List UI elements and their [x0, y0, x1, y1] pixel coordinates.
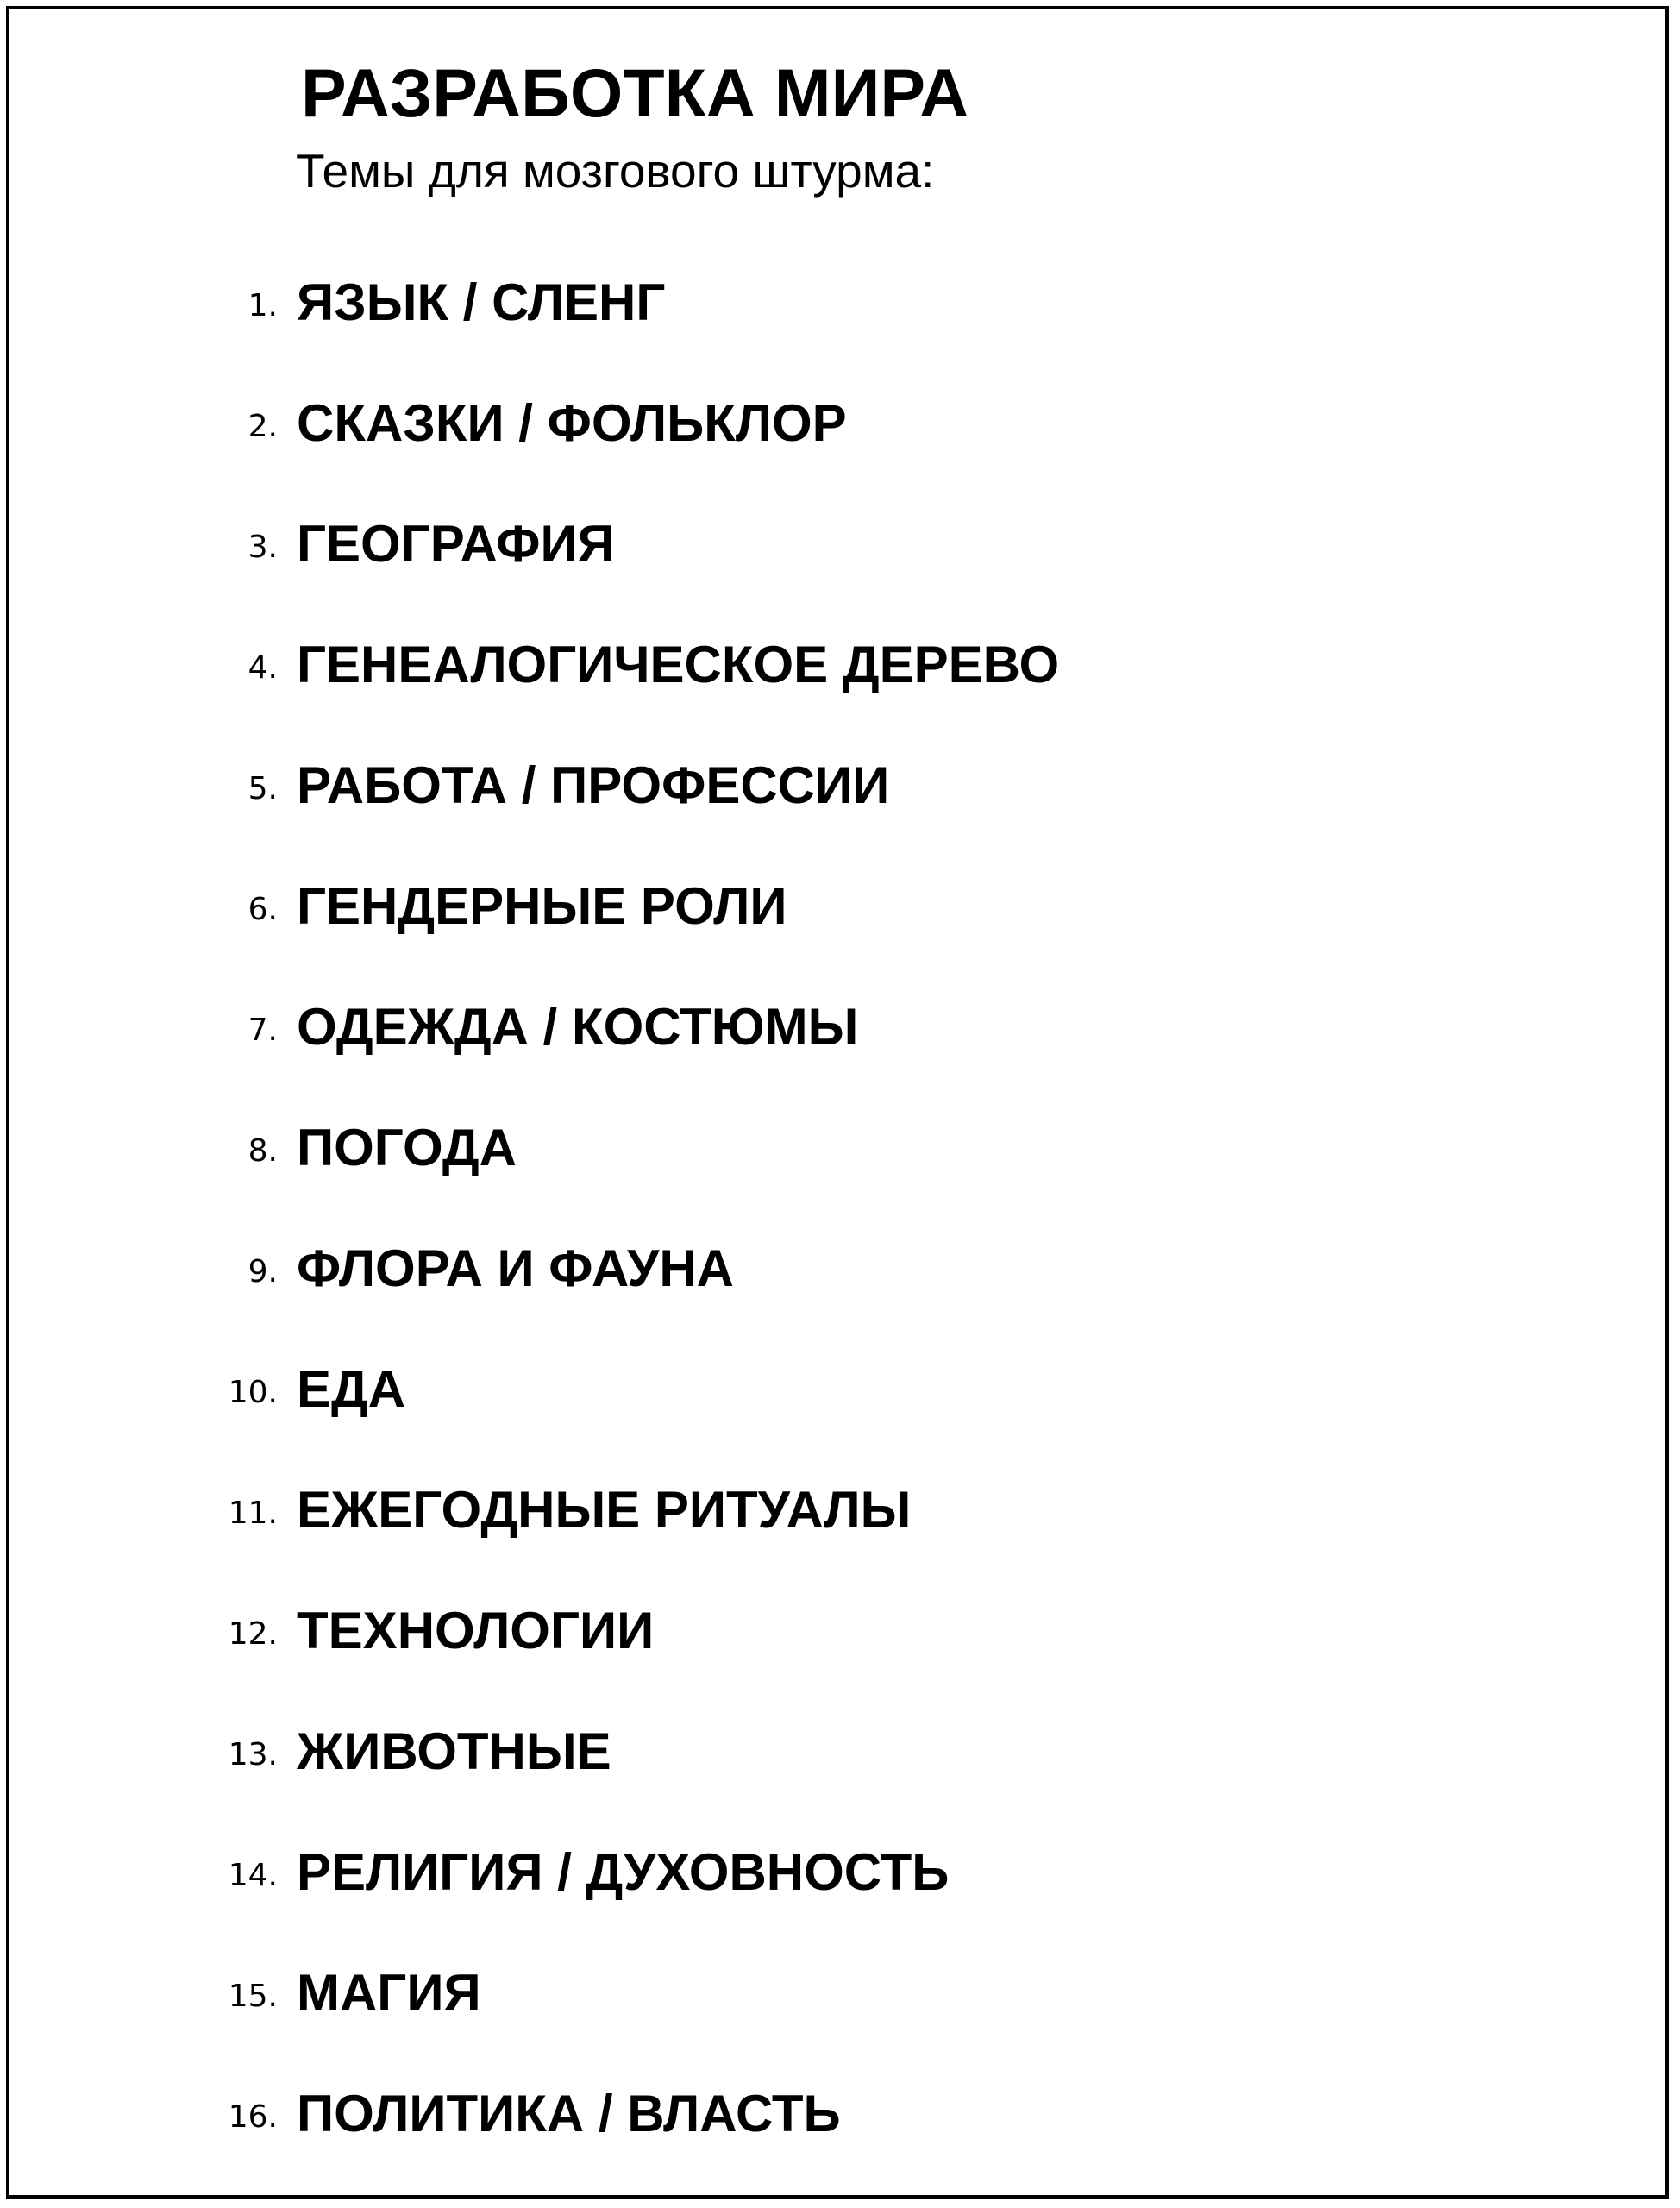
- list-item: [0, 371, 1639, 492]
- topic-list: [0, 250, 1639, 2182]
- list-item-label: ОДЕЖДА / КОСТЮМЫ: [297, 998, 859, 1056]
- list-item-number: 11.: [228, 1496, 278, 1531]
- list-item-label: ТЕХНОЛОГИИ: [297, 1602, 655, 1659]
- list-item-number: 1.: [248, 288, 278, 323]
- list-item: [0, 975, 1639, 1095]
- list-item: [0, 1941, 1639, 2061]
- list-item-label: РАБОТА / ПРОФЕССИИ: [297, 756, 890, 814]
- list-item-label: ЕДА: [297, 1360, 406, 1418]
- list-item-label: ГЕНДЕРНЫЕ РОЛИ: [297, 877, 787, 935]
- list-item-label: ФЛОРА И ФАУНА: [297, 1239, 734, 1297]
- list-item: [0, 1458, 1639, 1578]
- list-item-number: 3.: [248, 530, 278, 565]
- list-item-number: 4.: [248, 650, 278, 686]
- list-item-label: СКАЗКИ / ФОЛЬКЛОР: [297, 394, 847, 452]
- list-item-number: 15.: [228, 1979, 278, 2014]
- list-item-number: 7.: [248, 1013, 278, 1048]
- list-item: [0, 1820, 1639, 1941]
- list-item-label: ГЕОГРАФИЯ: [297, 515, 615, 573]
- list-item: [0, 1699, 1639, 1820]
- list-item: [0, 854, 1639, 975]
- list-item-number: 13.: [228, 1737, 278, 1772]
- list-item-label: ЯЗЫК / СЛЕНГ: [297, 273, 666, 331]
- list-item-number: 9.: [248, 1254, 278, 1289]
- page-subtitle: Темы для мозгового штурма:: [296, 144, 935, 198]
- list-item: [0, 612, 1639, 733]
- list-item-label: РЕЛИГИЯ / ДУХОВНОСТЬ: [297, 1843, 950, 1901]
- list-item: [0, 1337, 1639, 1458]
- list-item-number: 6.: [248, 892, 278, 927]
- list-item-number: 16.: [228, 2099, 278, 2135]
- list-item: [0, 250, 1639, 371]
- list-item: [0, 1095, 1639, 1216]
- list-item-label: МАГИЯ: [297, 1964, 481, 2022]
- list-item: [0, 492, 1639, 612]
- list-item-number: 5.: [248, 771, 278, 806]
- list-item-number: 8.: [248, 1133, 278, 1169]
- list-item-label: ГЕНЕАЛОГИЧЕСКОЕ ДЕРЕВО: [297, 636, 1060, 693]
- list-item: [0, 733, 1639, 854]
- list-item: [0, 2061, 1639, 2182]
- list-item: [0, 1578, 1639, 1699]
- list-item-number: 14.: [228, 1858, 278, 1893]
- list-item-number: 12.: [228, 1616, 278, 1652]
- list-item-label: ЖИВОТНЫЕ: [297, 1722, 611, 1780]
- page-title: РАЗРАБОТКА МИРА: [301, 54, 969, 131]
- list-item: [0, 1216, 1639, 1337]
- list-item-label: ПОЛИТИКА / ВЛАСТЬ: [297, 2085, 841, 2142]
- list-item-label: ЕЖЕГОДНЫЕ РИТУАЛЫ: [297, 1481, 912, 1539]
- list-item-label: ПОГОДА: [297, 1119, 517, 1176]
- list-item-number: 2.: [248, 409, 278, 444]
- list-item-number: 10.: [228, 1375, 278, 1410]
